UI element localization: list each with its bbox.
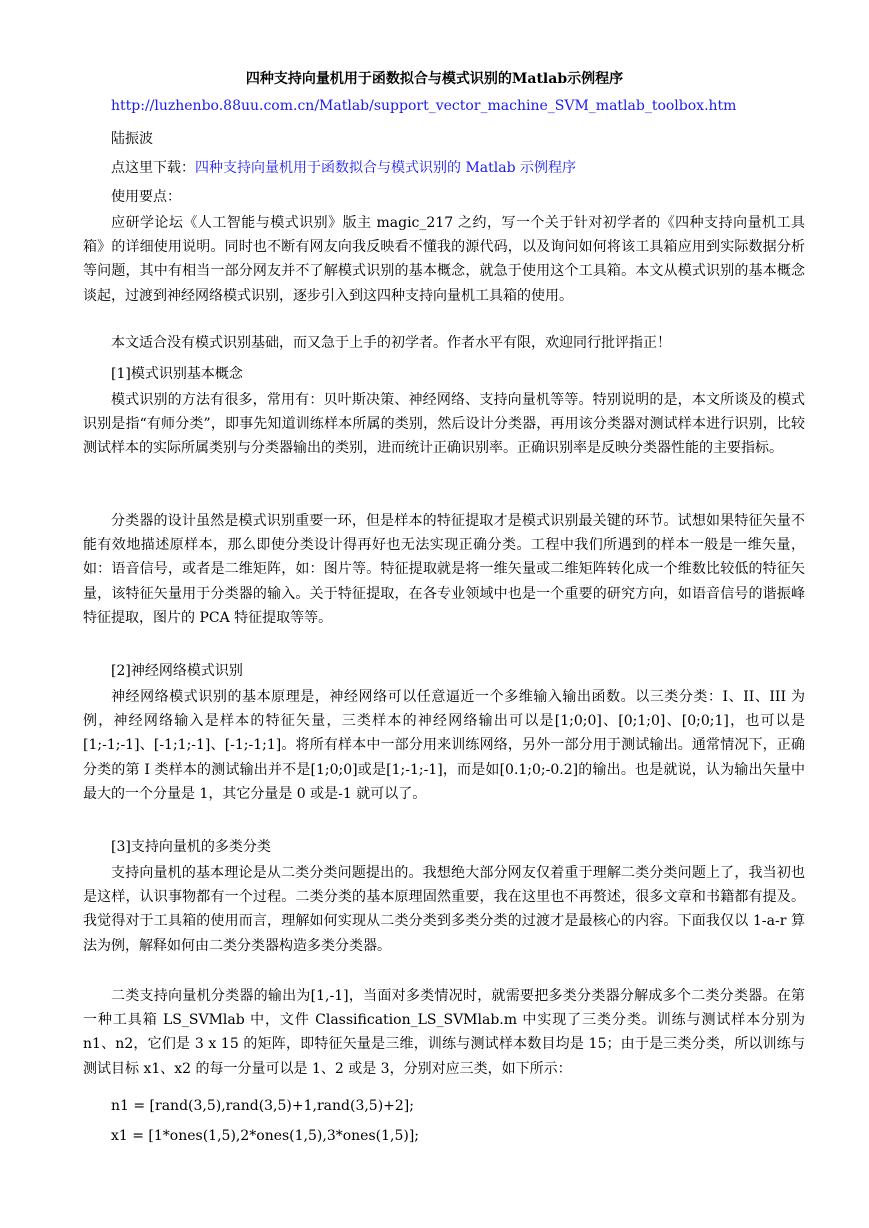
- download-link[interactable]: 四种支持向量机用于函数拟合与模式识别的 Matlab 示例程序: [195, 160, 576, 176]
- paragraph-neural-network: 神经网络模式识别的基本原理是，神经网络可以任意逼近一个多维输入输出函数。以三类分类：I、II、III 为例，神经网络输入是样本的特征矢量，三类样本的神经网络输出可以是[1;0;0]、[0;1;0]、[0;0;1]，也可以是[1;-1;-1]、[-1;1;-1]、[-1;-1;1]。将所有样本中一部分用来训练网络，另外一部分用于测试输出。通常情况下，正确分类的第 I 类样本的测试输出并不是[1;0;0]或是[1;-1;-1]，而是如[0.1;0;-0.2]的输出。也是就说，认为输出矢量中最大的一个分量是 1，其它分量是 0 或是-1 就可以了。: [83, 689, 805, 802]
- source-url-link[interactable]: http://luzhenbo.88uu.com.cn/Matlab/support_vector_machine_SVM_matlab_toolbox.htm: [111, 98, 737, 114]
- section-heading-1: [1]模式识别基本概念: [111, 366, 243, 382]
- paragraph-feature-extraction: 分类器的设计虽然是模式识别重要一环，但是样本的特征提取才是模式识别最关键的环节。试想如果特征矢量不能有效地描述原样本，那么即使分类设计得再好也无法实现正确分类。工程中我们所遇到的样本一般是一维矢量，如：语音信号，或者是二维矩阵，如：图片等。特征提取就是将一维矢量或二维矩阵转化成一个维数比较低的特征矢量，该特征矢量用于分类器的输入。关于特征提取，在各专业领域中也是一个重要的研究方向，如语音信号的谐振峰特征提取，图片的 PCA 特征提取等等。: [83, 513, 805, 626]
- paragraph-pattern-recognition: 模式识别的方法有很多，常用有：贝叶斯决策、神经网络、支持向量机等等。特别说明的是，本文所谈及的模式识别是指“有师分类”，即事先知道训练样本所属的类别，然后设计分类器，再用该分类器对测试样本进行识别，比较测试样本的实际所属类别与分类器输出的类别，进而统计正确识别率。正确识别率是反映分类器性能的主要指标。: [83, 392, 805, 457]
- paragraph-audience: 本文适合没有模式识别基础，而又急于上手的初学者。作者水平有限，欢迎同行批评指正！: [111, 335, 671, 351]
- document-title: 四种支持向量机用于函数拟合与模式识别的Matlab示例程序: [245, 71, 624, 87]
- section-heading-2: [2]神经网络模式识别: [111, 663, 243, 679]
- code-line-x1: x1 = [1*ones(1,5),2*ones(1,5),3*ones(1,5)];: [111, 1128, 420, 1144]
- paragraph-svm-multiclass: 支持向量机的基本理论是从二类分类问题提出的。我想绝大部分网友仅着重于理解二类分类问题上了，我当初也是这样，认识事物都有一个过程。二类分类的基本原理固然重要，我在这里也不再赘述，很多文章和书籍都有提及。我觉得对于工具箱的使用而言，理解如何实现从二类分类到多类分类的过渡才是最核心的内容。下面我仅以 1-a-r 算法为例，解释如何由二类分类器构造多类分类器。: [83, 865, 805, 954]
- download-prefix: 点这里下载：: [111, 160, 195, 176]
- section-heading-3: [3]支持向量机的多类分类: [111, 839, 271, 855]
- author-name: 陆振波: [111, 131, 153, 147]
- paragraph-intro: 应研学论坛《人工智能与模式识别》版主 magic_217 之约，写一个关于针对初学者的《四种支持向量机工具箱》的详细使用说明。同时也不断有网友向我反映看不懂我的源代码，以及询问如何将该工具箱应用到实际数据分析等问题，其中有相当一部分网友并不了解模式识别的基本概念，就急于使用这个工具箱。本文从模式识别的基本概念谈起，过渡到神经网络模式识别，逐步引入到这四种支持向量机工具箱的使用。: [83, 215, 805, 304]
- code-line-n1: n1 = [rand(3,5),rand(3,5)+1,rand(3,5)+2];: [111, 1098, 414, 1114]
- paragraph-ls-svmlab: 二类支持向量机分类器的输出为[1,-1]，当面对多类情况时，就需要把多类分类器分解成多个二类分类器。在第一种工具箱 LS_SVMlab 中，文件 Classification_LS_SVMlab.m 中实现了三类分类。训练与测试样本分别为 n1、n2，它们是 3 x 15 的矩阵，即特征矢量是三维，训练与测试样本数目均是 15；由于是三类分类，所以训练与测试目标 x1、x2 的每一分量可以是 1、2 或是 3，分别对应三类，如下所示：: [83, 988, 805, 1077]
- usage-heading: 使用要点：: [111, 189, 181, 205]
- download-line: [111, 157, 576, 177]
